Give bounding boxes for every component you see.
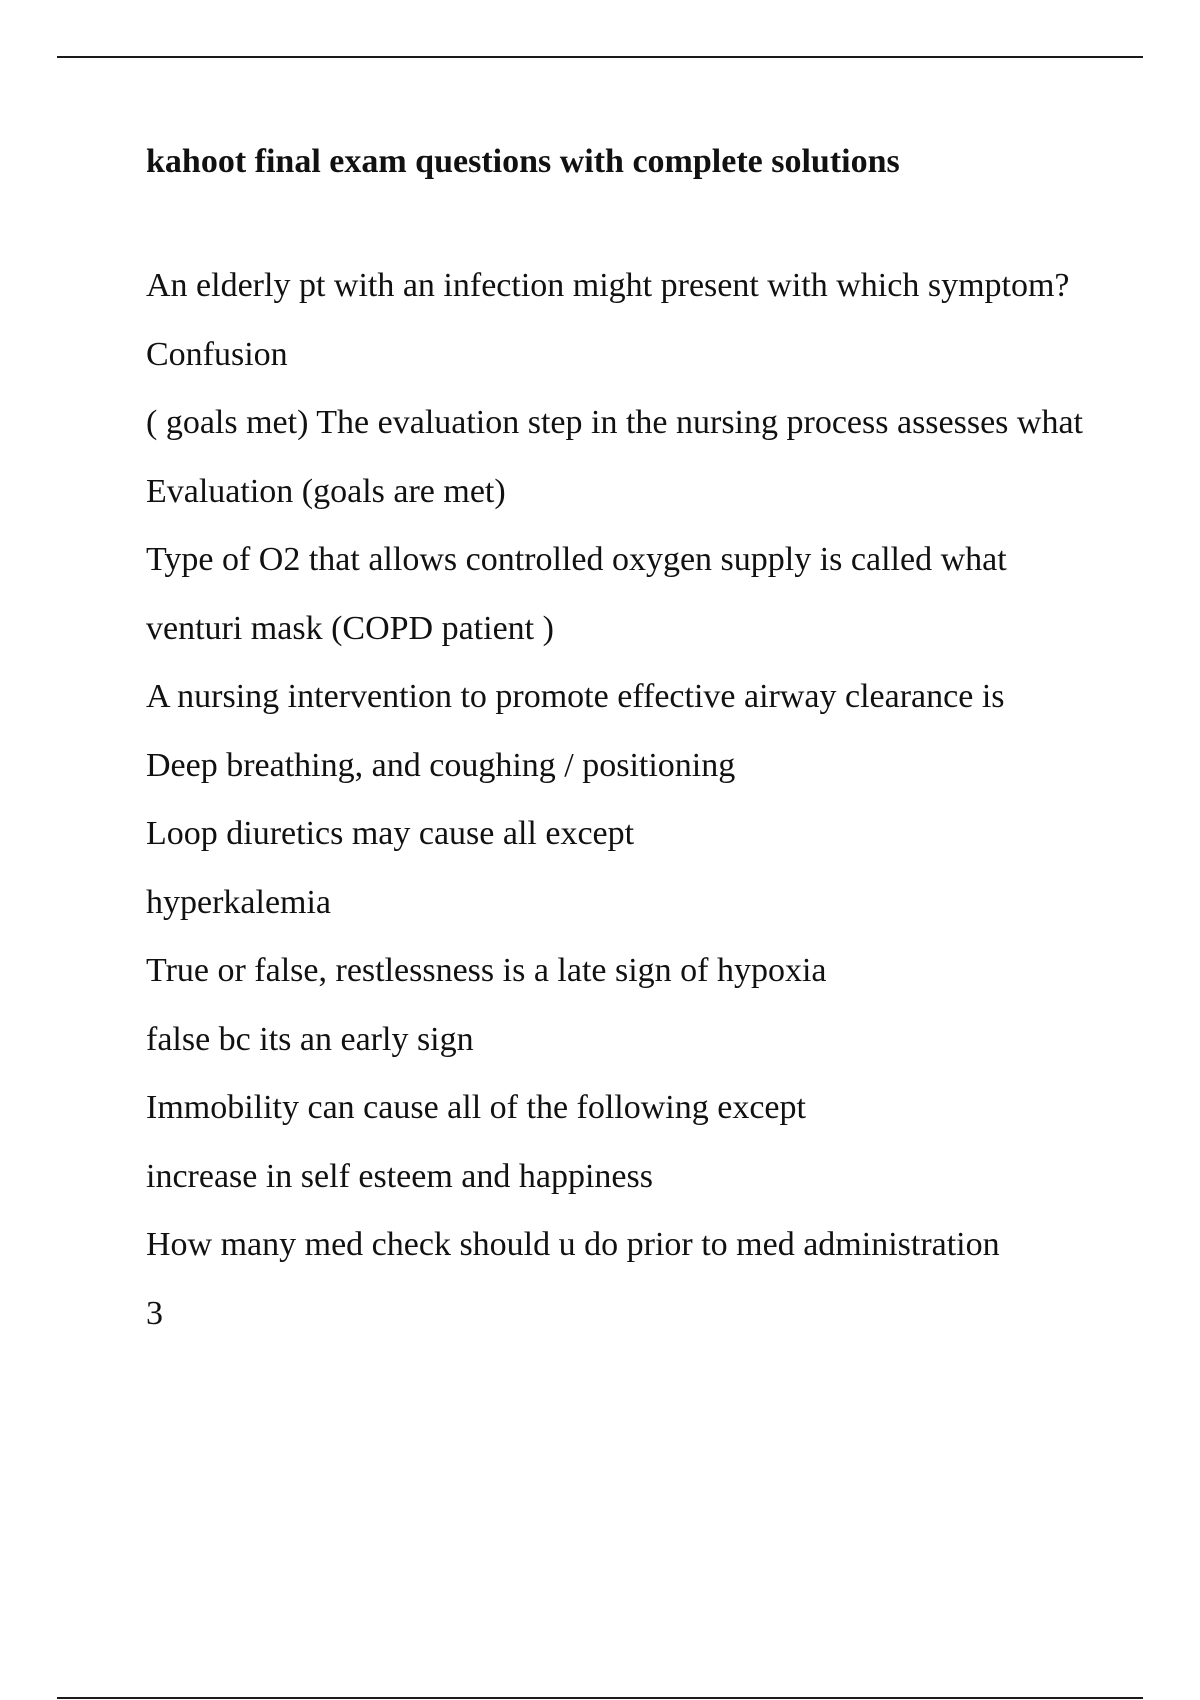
answer-1: Confusion [146,335,288,373]
answer-2: Evaluation (goals are met) [146,472,506,510]
document-body [146,140,1086,1358]
question-6: True or false, restlessness is a late sign of hypoxia [146,952,827,989]
answer-4: Deep breathing, and coughing / positioning [146,746,736,784]
qa-list [146,262,1086,1338]
answer-8: 3 [146,1294,163,1332]
document-title: kahoot final exam questions with complete solutions [146,143,900,180]
question-5: Loop diuretics may cause all except [146,815,635,852]
answer-6: false bc its an early sign [146,1020,474,1058]
question-1: An elderly pt with an infection might present with which symptom? [146,267,1070,304]
answer-5: hyperkalemia [146,883,332,921]
header-rule [57,56,1143,58]
question-4: A nursing intervention to promote effective airway clearance is [146,678,1005,715]
footer-rule [57,1697,1143,1699]
question-3: Type of O2 that allows controlled oxygen supply is called what [146,541,1007,578]
question-8: How many med check should u do prior to med administration [146,1226,1000,1263]
question-7: Immobility can cause all of the following except [146,1089,806,1126]
answer-3: venturi mask (COPD patient ) [146,609,554,647]
question-2: ( goals met) The evaluation step in the nursing process assesses what [146,404,1083,441]
answer-7: increase in self esteem and happiness [146,1157,653,1195]
